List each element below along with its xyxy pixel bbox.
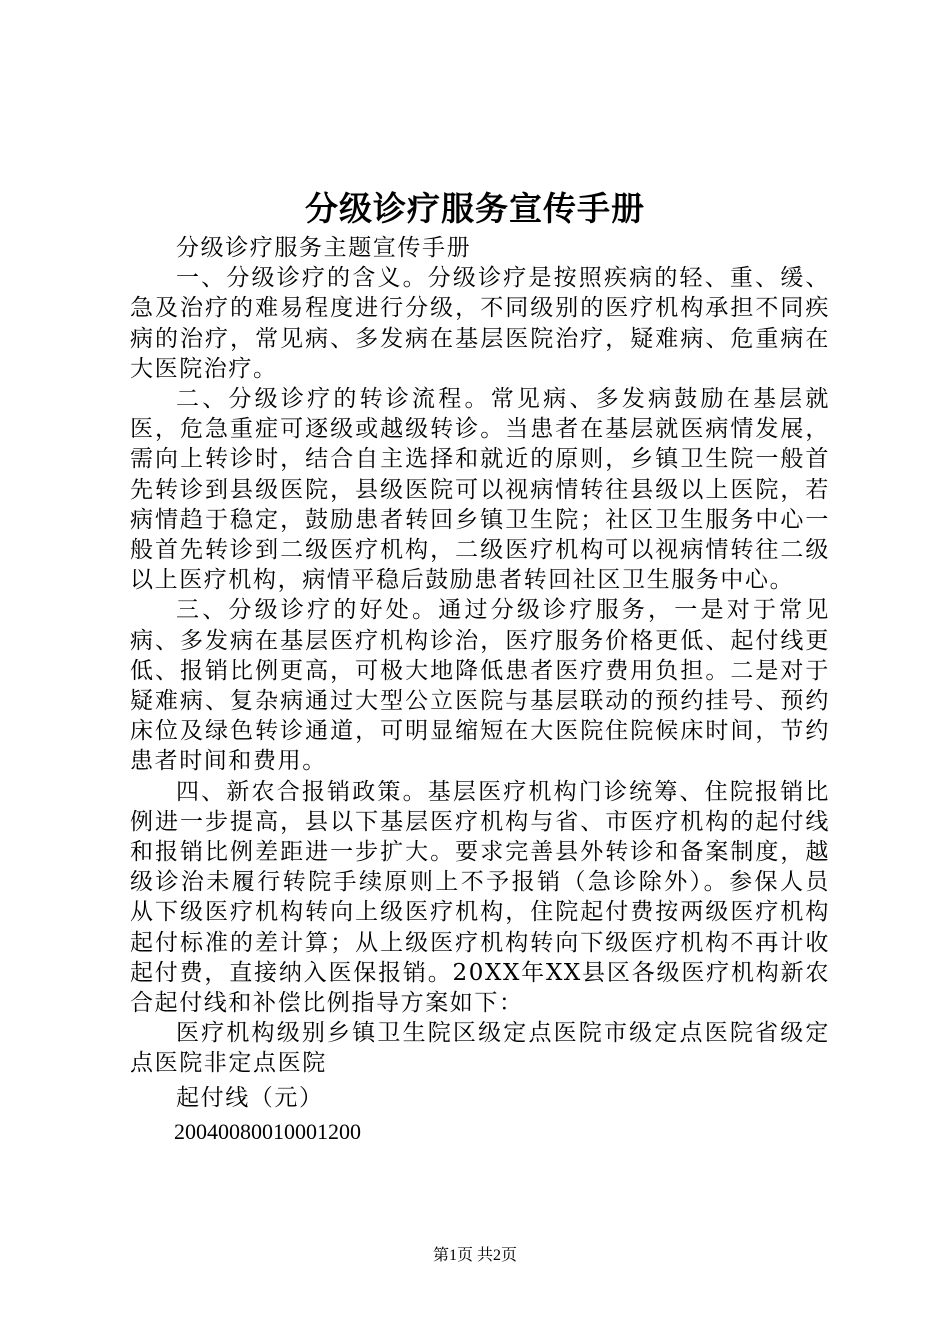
table-row-values: 20040080010001200 bbox=[174, 1118, 361, 1144]
document-body bbox=[130, 233, 830, 1147]
document-subtitle: 分级诊疗服务主题宣传手册 bbox=[176, 235, 472, 261]
page-footer: 第1页 共2页 bbox=[432, 1247, 517, 1264]
paragraph-reimbursement-policy: 四、新农合报销政策。基层医疗机构门诊统筹、住院报销比例进一步提高，县以下基层医疗机构与省、市医疗机构的起付线和报销比例差距进一步扩大。要求完善县外转诊和备案制度，越级诊治未履行转院手续原则上不予报销（急诊除外）。参保人员从下级医疗机构转向上级医疗机构，住院起付费按两级医疗机构起付标准的差计算；从上级医疗机构转向下级医疗机构不再计收起付费，直接纳入医保报销。20XX年XX县区各级医疗机构新农合起付线和补偿比例指导方案如下： bbox=[130, 778, 830, 1017]
table-row-label: 起付线（元） bbox=[176, 1084, 324, 1111]
table-header-line: 医疗机构级别乡镇卫生院区级定点医院市级定点医院省级定点医院非定点医院 bbox=[130, 1020, 830, 1077]
paragraph-meaning: 一、分级诊疗的含义。分级诊疗是按照疾病的轻、重、缓、急及治疗的难易程度进行分级，不同级别的医疗机构承担不同疾病的治疗，常见病、多发病在基层医院治疗，疑难病、危重病在大医院治疗。 bbox=[130, 265, 830, 382]
paragraph-benefits: 三、分级诊疗的好处。通过分级诊疗服务，一是对于常见病、多发病在基层医疗机构诊治，医疗服务价格更低、起付线更低、报销比例更高，可极大地降低患者医疗费用负担。二是对于疑难病、复杂病通过大型公立医院与基层联动的预约挂号、预约床位及绿色转诊通道，可明显缩短在大医院住院候床时间，节约患者时间和费用。 bbox=[130, 597, 830, 775]
paragraph-referral-process: 二、分级诊疗的转诊流程。常见病、多发病鼓励在基层就医，危急重症可逐级或越级转诊。当患者在基层就医病情发展，需向上转诊时，结合自主选择和就近的原则，乡镇卫生院一般首先转诊到县级医院，县级医院可以视病情转往县级以上医院，若病情趋于稳定，鼓励患者转回乡镇卫生院；社区卫生服务中心一般首先转诊到二级医疗机构，二级医疗机构可以视病情转往二级以上医疗机构，病情平稳后鼓励患者转回社区卫生服务中心。 bbox=[130, 386, 830, 594]
document-title: 分级诊疗服务宣传手册 bbox=[305, 189, 645, 228]
